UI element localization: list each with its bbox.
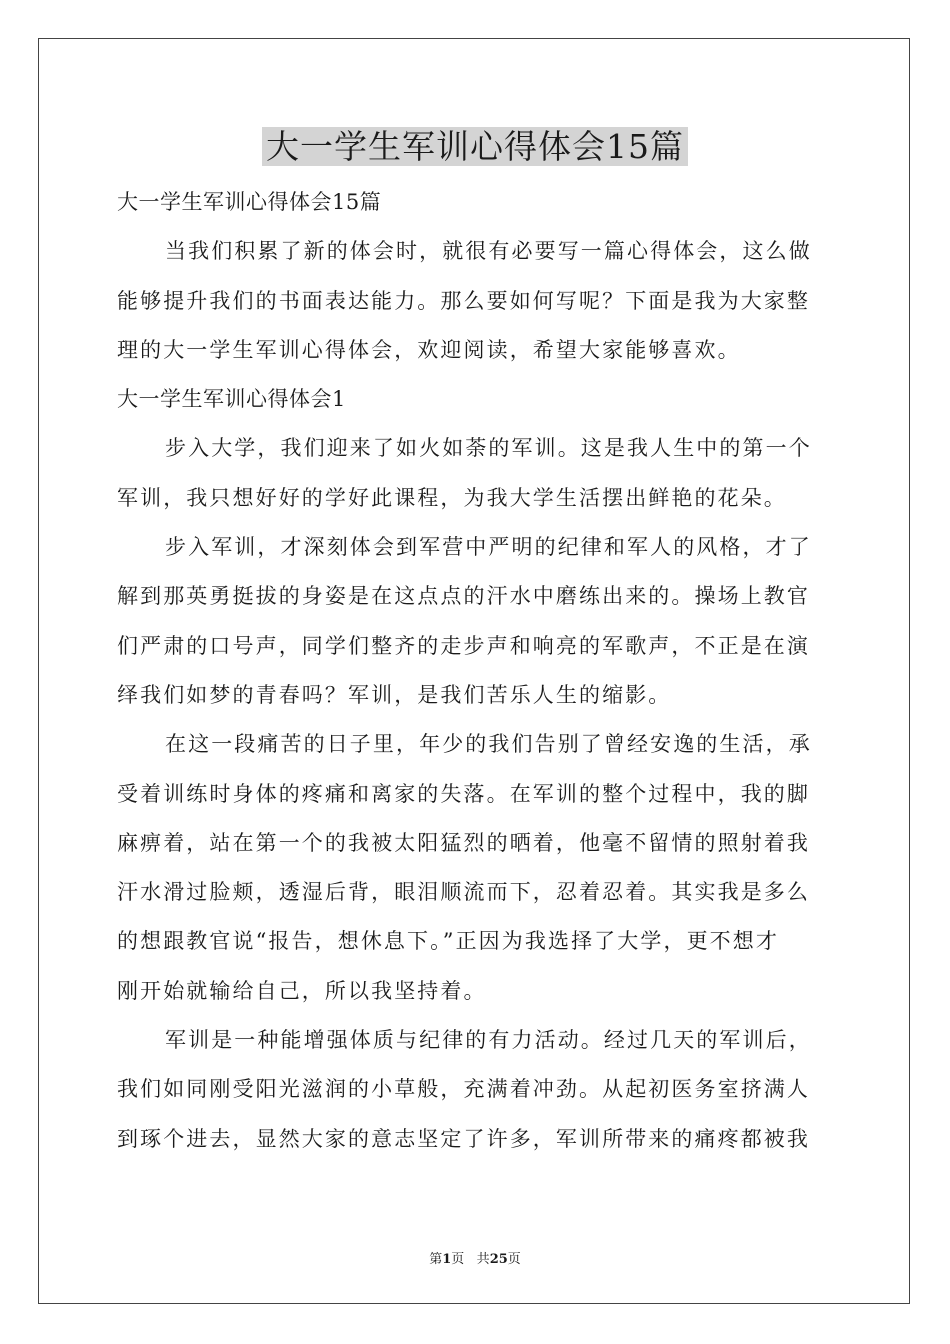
text-line: 绎我们如梦的青春吗？军训，是我们苦乐人生的缩影。 [117,682,672,707]
text-line: 步入大学，我们迎来了如火如荼的军训。这是我人生中的第一个 [165,436,812,461]
text-line: 到琢个进去，显然大家的意志坚定了许多，军训所带来的痛疼都被我 [117,1126,810,1151]
total-suffix: 页 [507,1252,521,1267]
text-line: 当我们积累了新的体会时，就很有必要写一篇心得体会，这么做 [165,239,812,264]
page-prefix: 第 [429,1252,443,1267]
text-line: 大一学生军训心得体会1 [117,387,346,412]
text-line: 麻痹着，站在第一个的我被太阳猛烈的晒着，他毫不留情的照射着我 [117,830,810,855]
document-body [117,178,834,1164]
text-line: 能够提升我们的书面表达能力。那么要如何写呢？下面是我为大家整 [117,288,810,313]
page-suffix: 页 [451,1252,465,1267]
text-line: 步入军训，才深刻体会到军营中严明的纪律和军人的风格，才了 [165,535,812,560]
text-line: 在这一段痛苦的日子里，年少的我们告别了曾经安逸的生活，承 [165,732,812,757]
document-title-text: 大一学生军训心得体会15篇 [262,127,688,166]
text-line: 的想跟教官说“报告，想休息下。”正因为我选择了大学，更不想才 [117,929,779,954]
page-footer [0,1248,950,1267]
text-line: 受着训练时身体的疼痛和离家的失落。在军训的整个过程中，我的脚 [117,781,810,806]
text-line: 大一学生军训心得体会15篇 [117,190,382,214]
text-line: 军训，我只想好好的学好此课程，为我大学生活摆出鲜艳的花朵。 [117,485,787,510]
text-line: 汗水滑过脸颊，透湿后背，眼泪顺流而下，忍着忍着。其实我是多么 [117,880,810,905]
text-line: 们严肃的口号声，同学们整齐的走步声和响亮的军歌声，不正是在演 [117,633,810,658]
text-line: 理的大一学生军训心得体会，欢迎阅读，希望大家能够喜欢。 [117,337,741,362]
text-line: 军训是一种能增强体质与纪律的有力活动。经过几天的军训后， [165,1028,812,1053]
text-line: 刚开始就输给自己，所以我坚持着。 [117,978,487,1003]
total-prefix: 共 [476,1252,490,1267]
text-line: 解到那英勇挺拔的身姿是在这点点的汗水中磨练出来的。操场上教官 [117,584,810,609]
text-line: 我们如同刚受阳光滋润的小草般，充满着冲劲。从起初医务室挤满人 [117,1077,810,1102]
document-title [0,122,950,172]
page-number: 1 [442,1252,452,1267]
total-pages: 25 [489,1252,508,1267]
